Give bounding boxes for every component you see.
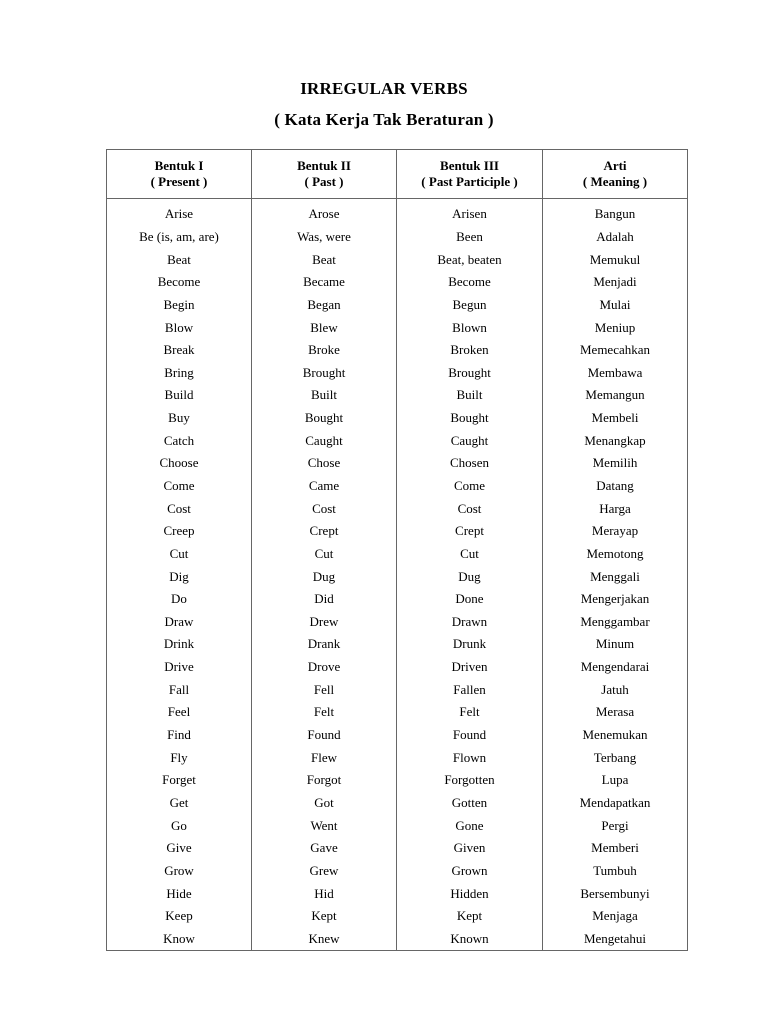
meaning-cell: Bersembunyi [543, 882, 688, 905]
present-cell: Drink [107, 633, 252, 656]
past-participle-cell: Drunk [397, 633, 543, 656]
table-row [107, 882, 688, 905]
past-participle-cell: Gotten [397, 792, 543, 815]
present-cell: Give [107, 837, 252, 860]
past-participle-cell: Blown [397, 316, 543, 339]
past-participle-cell: Gone [397, 814, 543, 837]
table-row [107, 611, 688, 634]
column-header-sublabel: ( Present ) [150, 174, 208, 189]
past-participle-cell: Forgotten [397, 769, 543, 792]
meaning-cell: Tumbuh [543, 860, 688, 883]
past-cell: Built [252, 384, 397, 407]
past-cell: Knew [252, 928, 397, 951]
table-row [107, 792, 688, 815]
column-header-label: Bentuk I [154, 158, 204, 173]
present-cell: Do [107, 588, 252, 611]
past-participle-cell: Chosen [397, 452, 543, 475]
column-header-sublabel: ( Meaning ) [582, 174, 648, 189]
table-row [107, 452, 688, 475]
meaning-cell: Memukul [543, 248, 688, 271]
present-cell: Go [107, 814, 252, 837]
column-header-bentuk-2 [252, 150, 397, 199]
meaning-cell: Bangun [543, 199, 688, 226]
past-cell: Drank [252, 633, 397, 656]
past-cell: Gave [252, 837, 397, 860]
past-cell: Brought [252, 361, 397, 384]
past-participle-cell: Fallen [397, 678, 543, 701]
meaning-cell: Memilih [543, 452, 688, 475]
meaning-cell: Lupa [543, 769, 688, 792]
table-row [107, 701, 688, 724]
past-cell: Cut [252, 543, 397, 566]
page-title: IRREGULAR VERBS [300, 79, 468, 98]
meaning-cell: Mulai [543, 294, 688, 317]
past-cell: Broke [252, 339, 397, 362]
past-cell: Bought [252, 407, 397, 430]
present-cell: Become [107, 271, 252, 294]
past-participle-cell: Come [397, 475, 543, 498]
past-cell: Drew [252, 611, 397, 634]
meaning-cell: Jatuh [543, 678, 688, 701]
table-row [107, 407, 688, 430]
past-participle-cell: Cost [397, 497, 543, 520]
present-cell: Hide [107, 882, 252, 905]
table-row [107, 497, 688, 520]
past-participle-cell: Caught [397, 429, 543, 452]
table-row [107, 475, 688, 498]
column-header-sublabel: ( Past ) [304, 174, 344, 189]
column-header-label: Bentuk II [297, 158, 351, 173]
meaning-cell: Menemukan [543, 724, 688, 747]
present-cell: Beat [107, 248, 252, 271]
past-participle-cell: Beat, beaten [397, 248, 543, 271]
table-row [107, 928, 688, 951]
past-cell: Found [252, 724, 397, 747]
past-cell: Cost [252, 497, 397, 520]
meaning-cell: Pergi [543, 814, 688, 837]
present-cell: Break [107, 339, 252, 362]
table-row [107, 633, 688, 656]
table-row [107, 905, 688, 928]
present-cell: Fly [107, 746, 252, 769]
page-subtitle: ( Kata Kerja Tak Beraturan ) [274, 110, 494, 129]
table-row [107, 384, 688, 407]
table-row [107, 429, 688, 452]
meaning-cell: Minum [543, 633, 688, 656]
present-cell: Be (is, am, are) [107, 226, 252, 249]
past-cell: Forgot [252, 769, 397, 792]
past-participle-cell: Bought [397, 407, 543, 430]
table-row [107, 860, 688, 883]
present-cell: Come [107, 475, 252, 498]
past-cell: Grew [252, 860, 397, 883]
past-cell: Fell [252, 678, 397, 701]
past-participle-cell: Cut [397, 543, 543, 566]
present-cell: Keep [107, 905, 252, 928]
past-participle-cell: Dug [397, 565, 543, 588]
present-cell: Blow [107, 316, 252, 339]
past-participle-cell: Driven [397, 656, 543, 679]
meaning-cell: Memecahkan [543, 339, 688, 362]
meaning-cell: Membawa [543, 361, 688, 384]
meaning-cell: Mengetahui [543, 928, 688, 951]
past-participle-cell: Kept [397, 905, 543, 928]
present-cell: Catch [107, 429, 252, 452]
present-cell: Build [107, 384, 252, 407]
past-cell: Beat [252, 248, 397, 271]
table-row [107, 199, 688, 226]
past-cell: Drove [252, 656, 397, 679]
present-cell: Cut [107, 543, 252, 566]
past-participle-cell: Grown [397, 860, 543, 883]
table-row [107, 814, 688, 837]
past-cell: Got [252, 792, 397, 815]
table-row [107, 226, 688, 249]
meaning-cell: Merayap [543, 520, 688, 543]
past-participle-cell: Built [397, 384, 543, 407]
present-cell: Know [107, 928, 252, 951]
present-cell: Fall [107, 678, 252, 701]
past-participle-cell: Felt [397, 701, 543, 724]
past-cell: Became [252, 271, 397, 294]
present-cell: Bring [107, 361, 252, 384]
past-cell: Kept [252, 905, 397, 928]
header-row [107, 150, 688, 199]
meaning-cell: Membeli [543, 407, 688, 430]
meaning-cell: Mengerjakan [543, 588, 688, 611]
meaning-cell: Memangun [543, 384, 688, 407]
past-participle-cell: Given [397, 837, 543, 860]
meaning-cell: Menangkap [543, 429, 688, 452]
meaning-cell: Datang [543, 475, 688, 498]
table-row [107, 543, 688, 566]
past-cell: Began [252, 294, 397, 317]
meaning-cell: Mendapatkan [543, 792, 688, 815]
present-cell: Forget [107, 769, 252, 792]
past-participle-cell: Broken [397, 339, 543, 362]
past-cell: Chose [252, 452, 397, 475]
present-cell: Cost [107, 497, 252, 520]
present-cell: Feel [107, 701, 252, 724]
past-cell: Flew [252, 746, 397, 769]
irregular-verbs-table [106, 149, 688, 951]
past-cell: Caught [252, 429, 397, 452]
past-participle-cell: Been [397, 226, 543, 249]
column-header-arti [543, 150, 688, 199]
past-cell: Felt [252, 701, 397, 724]
meaning-cell: Menjadi [543, 271, 688, 294]
present-cell: Find [107, 724, 252, 747]
table-row [107, 316, 688, 339]
past-cell: Did [252, 588, 397, 611]
table-row [107, 746, 688, 769]
meaning-cell: Menjaga [543, 905, 688, 928]
column-header-bentuk-1 [107, 150, 252, 199]
column-header-label: Bentuk III [440, 158, 499, 173]
table-row [107, 294, 688, 317]
meaning-cell: Harga [543, 497, 688, 520]
table-row [107, 248, 688, 271]
meaning-cell: Mengendarai [543, 656, 688, 679]
present-cell: Buy [107, 407, 252, 430]
present-cell: Grow [107, 860, 252, 883]
past-participle-cell: Done [397, 588, 543, 611]
past-participle-cell: Arisen [397, 199, 543, 226]
present-cell: Begin [107, 294, 252, 317]
table-body [107, 199, 688, 951]
past-cell: Hid [252, 882, 397, 905]
past-participle-cell: Hidden [397, 882, 543, 905]
meaning-cell: Menggali [543, 565, 688, 588]
past-cell: Dug [252, 565, 397, 588]
past-cell: Crept [252, 520, 397, 543]
past-participle-cell: Known [397, 928, 543, 951]
meaning-cell: Terbang [543, 746, 688, 769]
meaning-cell: Memotong [543, 543, 688, 566]
past-participle-cell: Flown [397, 746, 543, 769]
past-participle-cell: Become [397, 271, 543, 294]
table-row [107, 271, 688, 294]
past-cell: Was, were [252, 226, 397, 249]
meaning-cell: Adalah [543, 226, 688, 249]
table-row [107, 565, 688, 588]
past-cell: Came [252, 475, 397, 498]
past-participle-cell: Crept [397, 520, 543, 543]
table-row [107, 361, 688, 384]
past-cell: Arose [252, 199, 397, 226]
present-cell: Creep [107, 520, 252, 543]
past-participle-cell: Brought [397, 361, 543, 384]
table-row [107, 588, 688, 611]
table-row [107, 656, 688, 679]
table-row [107, 769, 688, 792]
column-header-label: Arti [603, 158, 627, 173]
column-header-sublabel: ( Past Participle ) [421, 174, 518, 189]
past-cell: Went [252, 814, 397, 837]
past-participle-cell: Found [397, 724, 543, 747]
present-cell: Dig [107, 565, 252, 588]
present-cell: Get [107, 792, 252, 815]
column-header-bentuk-3 [397, 150, 543, 199]
meaning-cell: Merasa [543, 701, 688, 724]
present-cell: Arise [107, 199, 252, 226]
table-row [107, 837, 688, 860]
table-row [107, 520, 688, 543]
table-row [107, 678, 688, 701]
past-participle-cell: Drawn [397, 611, 543, 634]
meaning-cell: Menggambar [543, 611, 688, 634]
past-cell: Blew [252, 316, 397, 339]
table-row [107, 339, 688, 362]
past-participle-cell: Begun [397, 294, 543, 317]
table-row [107, 724, 688, 747]
present-cell: Draw [107, 611, 252, 634]
meaning-cell: Meniup [543, 316, 688, 339]
present-cell: Drive [107, 656, 252, 679]
present-cell: Choose [107, 452, 252, 475]
meaning-cell: Memberi [543, 837, 688, 860]
